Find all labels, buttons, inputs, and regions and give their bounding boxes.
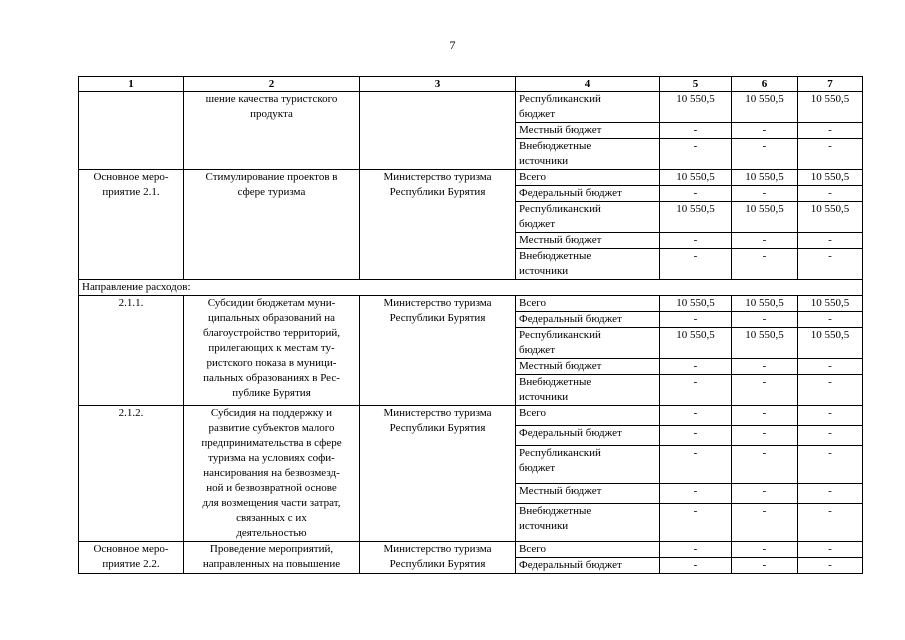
activity-code-cell: 2.1.1. (79, 296, 184, 406)
amount-cell-year-1: - (660, 123, 732, 139)
header-col-6: 6 (732, 77, 798, 92)
amount-cell-year-3: 10 550,5 (798, 202, 863, 233)
amount-cell-year-1: - (660, 359, 732, 375)
amount-cell-year-1: - (660, 483, 732, 503)
funding-source-cell: Федеральный бюджет (516, 425, 660, 445)
section-row (79, 280, 863, 296)
table-body (79, 92, 863, 574)
funding-source-cell: Всего (516, 296, 660, 312)
amount-cell-year-3: - (798, 233, 863, 249)
funding-source-cell: Республиканский бюджет (516, 202, 660, 233)
executor-cell: Министерство туризма Республики Бурятия (360, 170, 516, 280)
amount-cell-year-2: 10 550,5 (732, 92, 798, 123)
amount-cell-year-2: - (732, 249, 798, 280)
amount-cell-year-3: 10 550,5 (798, 328, 863, 359)
header-col-7: 7 (798, 77, 863, 92)
executor-cell (360, 92, 516, 170)
amount-cell-year-3: - (798, 186, 863, 202)
amount-cell-year-3: - (798, 483, 863, 503)
amount-cell-year-3: - (798, 558, 863, 574)
table-row (79, 296, 863, 312)
amount-cell-year-3: - (798, 503, 863, 541)
amount-cell-year-2: - (732, 233, 798, 249)
amount-cell-year-3: - (798, 375, 863, 406)
amount-cell-year-1: - (660, 233, 732, 249)
amount-cell-year-3: 10 550,5 (798, 170, 863, 186)
amount-cell-year-1: 10 550,5 (660, 328, 732, 359)
amount-cell-year-1: - (660, 406, 732, 426)
amount-cell-year-1: - (660, 425, 732, 445)
funding-source-cell: Местный бюджет (516, 483, 660, 503)
activity-code-cell: Основное меро- приятие 2.2. (79, 542, 184, 574)
amount-cell-year-1: - (660, 139, 732, 170)
funding-source-cell: Республиканский бюджет (516, 445, 660, 483)
executor-cell: Министерство туризма Республики Бурятия (360, 406, 516, 542)
funding-source-cell: Федеральный бюджет (516, 558, 660, 574)
amount-cell-year-3: - (798, 359, 863, 375)
amount-cell-year-2: - (732, 445, 798, 483)
amount-cell-year-1: - (660, 445, 732, 483)
amount-cell-year-3: - (798, 249, 863, 280)
header-col-3: 3 (360, 77, 516, 92)
amount-cell-year-2: - (732, 406, 798, 426)
executor-cell: Министерство туризма Республики Бурятия (360, 542, 516, 574)
header-col-2: 2 (184, 77, 360, 92)
amount-cell-year-3: 10 550,5 (798, 296, 863, 312)
activity-name-cell: шение качества туристского продукта (184, 92, 360, 170)
budget-table (78, 76, 863, 574)
amount-cell-year-2: - (732, 483, 798, 503)
activity-name-cell: Проведение мероприятий, направленных на повышение (184, 542, 360, 574)
funding-source-cell: Федеральный бюджет (516, 312, 660, 328)
table-row (79, 92, 863, 123)
table-row (79, 542, 863, 558)
table-row (79, 406, 863, 426)
activity-name-cell: Субсидии бюджетам муни- ципальных образований на благоустройство территорий, прилегающих к местам ту- ристского показа в муници- пальных образованиях в Рес- публике Бурятия (184, 296, 360, 406)
funding-source-cell: Республиканский бюджет (516, 92, 660, 123)
amount-cell-year-2: 10 550,5 (732, 202, 798, 233)
section-title: Направление расходов: (79, 280, 863, 296)
funding-source-cell: Внебюджетные источники (516, 139, 660, 170)
header-col-4: 4 (516, 77, 660, 92)
funding-source-cell: Всего (516, 406, 660, 426)
amount-cell-year-2: - (732, 375, 798, 406)
amount-cell-year-2: - (732, 123, 798, 139)
amount-cell-year-3: - (798, 123, 863, 139)
header-row (79, 77, 863, 92)
amount-cell-year-3: - (798, 542, 863, 558)
amount-cell-year-2: - (732, 139, 798, 170)
amount-cell-year-3: - (798, 406, 863, 426)
funding-source-cell: Федеральный бюджет (516, 186, 660, 202)
amount-cell-year-1: - (660, 312, 732, 328)
amount-cell-year-2: - (732, 312, 798, 328)
funding-source-cell: Местный бюджет (516, 123, 660, 139)
amount-cell-year-1: 10 550,5 (660, 170, 732, 186)
funding-source-cell: Всего (516, 170, 660, 186)
amount-cell-year-2: - (732, 186, 798, 202)
activity-code-cell (79, 92, 184, 170)
amount-cell-year-3: - (798, 312, 863, 328)
activity-code-cell: 2.1.2. (79, 406, 184, 542)
amount-cell-year-3: - (798, 445, 863, 483)
amount-cell-year-2: - (732, 425, 798, 445)
amount-cell-year-3: 10 550,5 (798, 92, 863, 123)
activity-name-cell: Субсидия на поддержку и развитие субъектов малого предпринимательства в сфере туризма на условиях софи- нансирования на безвозмезд- ной и безвозвратной основе для возмещения части затрат, связанных с их деятельностью (184, 406, 360, 542)
amount-cell-year-2: - (732, 542, 798, 558)
amount-cell-year-3: - (798, 425, 863, 445)
amount-cell-year-1: - (660, 503, 732, 541)
amount-cell-year-1: - (660, 249, 732, 280)
amount-cell-year-2: - (732, 359, 798, 375)
amount-cell-year-2: 10 550,5 (732, 170, 798, 186)
activity-name-cell: Стимулирование проектов в сфере туризма (184, 170, 360, 280)
funding-source-cell: Республиканский бюджет (516, 328, 660, 359)
amount-cell-year-1: - (660, 558, 732, 574)
funding-source-cell: Всего (516, 542, 660, 558)
executor-cell: Министерство туризма Республики Бурятия (360, 296, 516, 406)
amount-cell-year-1: - (660, 542, 732, 558)
header-col-5: 5 (660, 77, 732, 92)
header-col-1: 1 (79, 77, 184, 92)
amount-cell-year-2: 10 550,5 (732, 296, 798, 312)
table-row (79, 170, 863, 186)
funding-source-cell: Внебюджетные источники (516, 375, 660, 406)
amount-cell-year-1: - (660, 375, 732, 406)
page-number: 7 (449, 38, 456, 52)
funding-source-cell: Местный бюджет (516, 233, 660, 249)
activity-code-cell: Основное меро- приятие 2.1. (79, 170, 184, 280)
funding-source-cell: Внебюджетные источники (516, 249, 660, 280)
amount-cell-year-2: - (732, 503, 798, 541)
amount-cell-year-1: - (660, 186, 732, 202)
amount-cell-year-2: - (732, 558, 798, 574)
funding-source-cell: Внебюджетные источники (516, 503, 660, 541)
amount-cell-year-1: 10 550,5 (660, 296, 732, 312)
amount-cell-year-3: - (798, 139, 863, 170)
amount-cell-year-1: 10 550,5 (660, 202, 732, 233)
amount-cell-year-1: 10 550,5 (660, 92, 732, 123)
amount-cell-year-2: 10 550,5 (732, 328, 798, 359)
funding-source-cell: Местный бюджет (516, 359, 660, 375)
